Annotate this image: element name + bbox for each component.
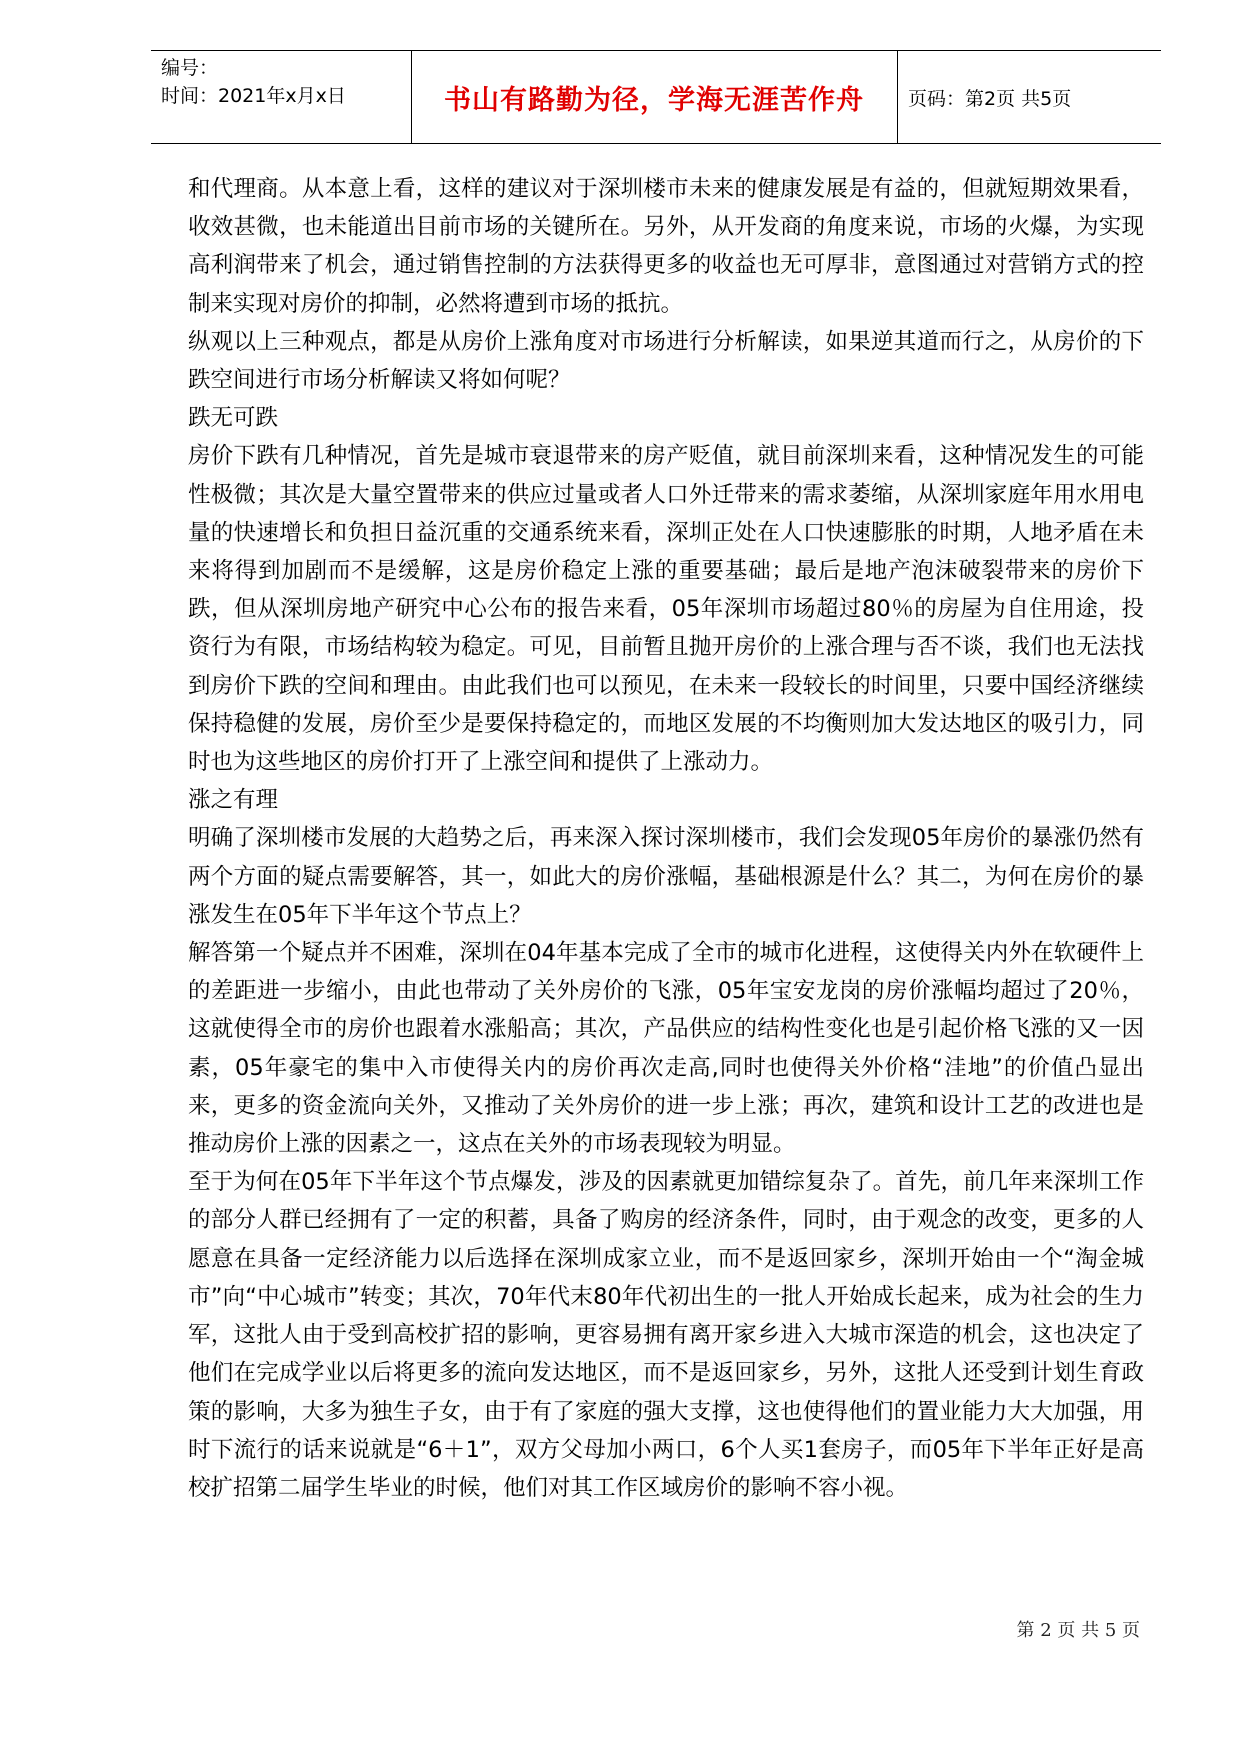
page-footer: 第 2 页 共 5 页 <box>1016 1620 1140 1641</box>
paragraph: 明确了深圳楼市发展的大趋势之后，再来深入探讨深圳楼市，我们会发现05年房价的暴涨仍然有两个方面的疑点需要解答，其一，如此大的房价涨幅，基础根源是什么？其二，为何在房价的暴涨发生在05年下半年这个节点上？ <box>188 825 1144 928</box>
header-motto: 书山有路勤为径，学海无涯苦作舟 <box>444 84 864 116</box>
section-heading: 跌无可跌 <box>188 405 279 432</box>
paragraph: 房价下跌有几种情况，首先是城市衰退带来的房产贬值，就目前深圳来看，这种情况发生的可能性极微；其次是大量空置带来的供应过量或者人口外迁带来的需求萎缩，从深圳家庭年用水用电量的快速增长和负担日益沉重的交通系统来看，深圳正处在人口快速膨胀的时期，人地矛盾在未来将得到加剧而不是缓解，这是房价稳定上涨的重要基础；最后是地产泡沫破裂带来的房价下跌，但从深圳房地产研究中心公布的报告来看，05年深圳市场超过80％的房屋为自住用途，投资行为有限，市场结构较为稳定。可见，目前暂且抛开房价的上涨合理与否不谈，我们也无法找到房价下跌的空间和理由。由此我们也可以预见，在未来一段较长的时间里，只要中国经济继续保持稳健的发展，房价至少是要保持稳定的，而地区发展的不均衡则加大发达地区的吸引力，同时也为这些地区的房价打开了上涨空间和提供了上涨动力。 <box>188 443 1144 776</box>
document-number-label: 编号： <box>161 57 219 79</box>
header-meta <box>161 54 346 110</box>
paragraph: 纵观以上三种观点，都是从房价上涨角度对市场进行分析解读，如果逆其道而行之，从房价的下跌空间进行市场分析解读又将如何呢？ <box>188 328 1144 394</box>
paragraph: 至于为何在05年下半年这个节点爆发，涉及的因素就更加错综复杂了。首先，前几年来深圳工作的部分人群已经拥有了一定的积蓄，具备了购房的经济条件，同时，由于观念的改变，更多的人愿意在具备一定经济能力以后选择在深圳成家立业，而不是返回家乡，深圳开始由一个“淘金城市”向“中心城市”转变；其次，70年代末80年代初出生的一批人开始成长起来，成为社会的生力军，这批人由于受到高校扩招的影响，更容易拥有离开家乡进入大城市深造的机会，这也决定了他们在完成学业以后将更多的流向发达地区，而不是返回家乡，另外，这批人还受到计划生育政策的影响，大多为独生子女，由于有了家庭的强大支撑，这也使得他们的置业能力大大加强，用时下流行的话来说就是“6＋1”，双方父母加小两口，6个人买1套房子，而05年下半年正好是高校扩招第二届学生毕业的时候，他们对其工作区域房价的影响不容小视。 <box>188 1169 1144 1501</box>
document-time-label: 时间：2021年x月x日 <box>161 85 346 107</box>
header-page-label: 页码：第2页 共5页 <box>908 87 1072 110</box>
document-body <box>188 170 1144 1507</box>
paragraph: 解答第一个疑点并不困难，深圳在04年基本完成了全市的城市化进程，这使得关内外在软硬件上的差距进一步缩小，由此也带动了关外房价的飞涨，05年宝安龙岗的房价涨幅均超过了20％，这就使得全市的房价也跟着水涨船高；其次，产品供应的结构性变化也是引起价格飞涨的又一因素，05年豪宅的集中入市使得关内的房价再次走高,同时也使得关外价格“洼地”的价值凸显出来，更多的资金流向关外，又推动了关外房价的进一步上涨；再次，建筑和设计工艺的改进也是推动房价上涨的因素之一，这点在关外的市场表现较为明显。 <box>188 940 1144 1158</box>
section-heading: 涨之有理 <box>188 787 279 814</box>
header-divider-right <box>897 50 898 144</box>
page-header <box>151 50 1161 144</box>
paragraph: 和代理商。从本意上看，这样的建议对于深圳楼市未来的健康发展是有益的，但就短期效果看，收效甚微，也未能道出目前市场的关键所在。另外，从开发商的角度来说，市场的火爆，为实现高利润带来了机会，通过销售控制的方法获得更多的收益也无可厚非，意图通过对营销方式的控制来实现对房价的抑制，必然将遭到市场的抵抗。 <box>188 176 1144 317</box>
